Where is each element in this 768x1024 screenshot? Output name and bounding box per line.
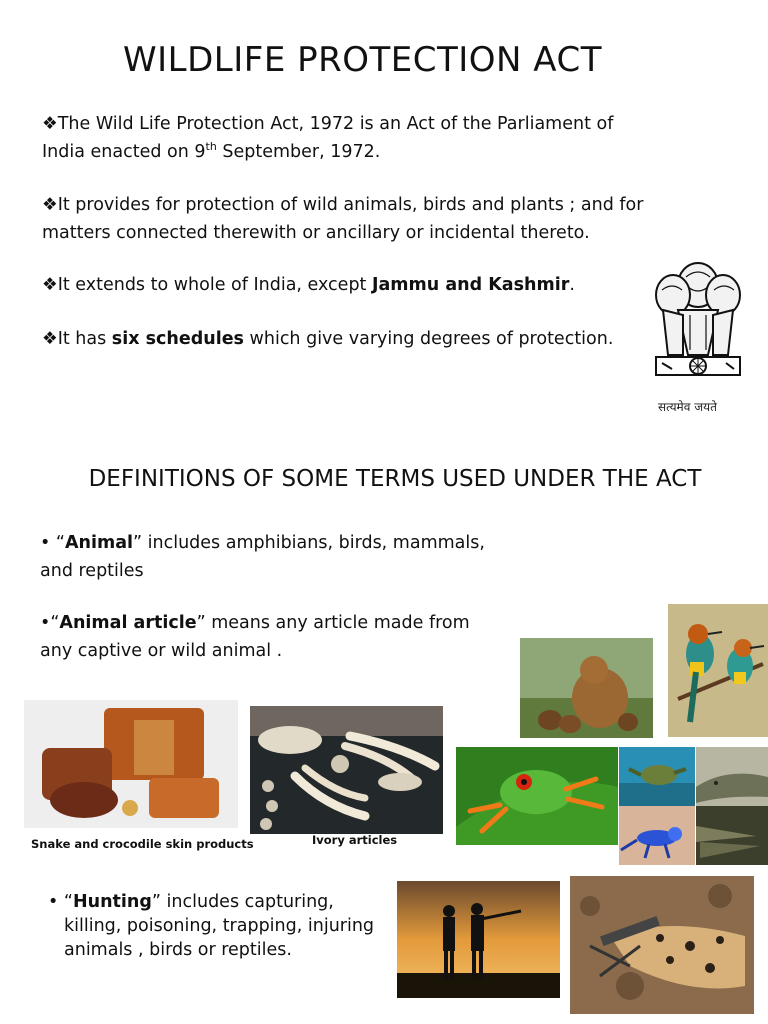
crocodile-jaw-photo (696, 806, 768, 865)
bullet-dot-icon: • (40, 533, 56, 553)
bee-eater-birds-photo (668, 604, 768, 737)
definition-text: includes amphibians, birds, mammals, (142, 533, 485, 553)
trapped-wildcat-photo (570, 876, 754, 1014)
bullet-text: . (569, 275, 575, 295)
crocodile-photo (696, 747, 768, 806)
blue-lizard-photo (619, 806, 695, 865)
definitions-heading: DEFINITIONS OF SOME TERMS USED UNDER THE ACT (88, 466, 702, 492)
quote-mark: “ (63, 892, 73, 912)
bullet-bold-text: six schedules (111, 329, 244, 349)
bullet-dot-icon: • (48, 892, 59, 912)
ivory-caption: Ivory articles (312, 833, 398, 847)
definition-animal-article (40, 609, 510, 665)
skin-products-caption: Snake and crocodile skin products (31, 837, 254, 851)
quote-mark: ” (133, 533, 143, 553)
bullet-text-line: India enacted on 9 (42, 142, 206, 162)
bullet-dot-icon: • (40, 613, 51, 633)
bullet-act-extent (42, 271, 642, 299)
term-bold: Animal (64, 533, 134, 553)
quote-mark: “ (50, 613, 60, 633)
page-title: WILDLIFE PROTECTION ACT (123, 40, 602, 80)
diamond-bullet-icon: ❖ (42, 195, 58, 215)
quote-mark: ” (196, 613, 206, 633)
hunters-silhouette-photo (397, 881, 560, 998)
bullet-act-enactment (42, 110, 682, 166)
diamond-bullet-icon: ❖ (42, 329, 58, 349)
bullet-act-schedules (42, 325, 642, 353)
definition-hunting (48, 890, 408, 962)
diamond-bullet-icon: ❖ (42, 114, 58, 134)
diamond-bullet-icon: ❖ (42, 275, 58, 295)
sea-turtle-photo (619, 747, 695, 806)
bullet-act-provisions (42, 191, 702, 247)
tree-frog-photo (456, 747, 618, 845)
definition-text: means any article made from (205, 613, 470, 633)
term-bold: Hunting (72, 892, 152, 912)
definition-animal (40, 529, 520, 585)
bullet-text-line: It provides for protection of wild animals, birds and plants ; and for (57, 195, 644, 215)
bullet-text-line: September, 1972. (216, 142, 381, 162)
bullet-text: which give varying degrees of protection. (243, 329, 614, 349)
ivory-articles-photo (250, 706, 443, 834)
bullet-bold-text: Jammu and Kashmir (371, 275, 570, 295)
national-emblem-image (648, 255, 748, 395)
definition-text: includes capturing, (160, 892, 334, 912)
bullet-text: It extends to whole of India, except (57, 275, 372, 295)
skin-products-photo (24, 700, 238, 828)
definition-text: and reptiles (40, 561, 144, 581)
emblem-motto: सत्यमेव जयते (658, 400, 717, 414)
bullet-text-line: matters connected therewith or ancillary or incidental thereto. (42, 223, 590, 243)
bullet-text-line: The Wild Life Protection Act, 1972 is an Act of the Parliament of (57, 114, 614, 134)
definition-text: animals , birds or reptiles. (64, 940, 292, 960)
quote-mark: ” (151, 892, 161, 912)
definition-text: killing, poisoning, trapping, injuring (64, 916, 375, 936)
quote-mark: “ (55, 533, 65, 553)
ordinal-superscript: th (205, 140, 217, 154)
bullet-text: It has (57, 329, 112, 349)
definition-text: any captive or wild animal . (40, 641, 283, 661)
bear-photo (520, 638, 653, 738)
term-bold: Animal article (59, 613, 197, 633)
